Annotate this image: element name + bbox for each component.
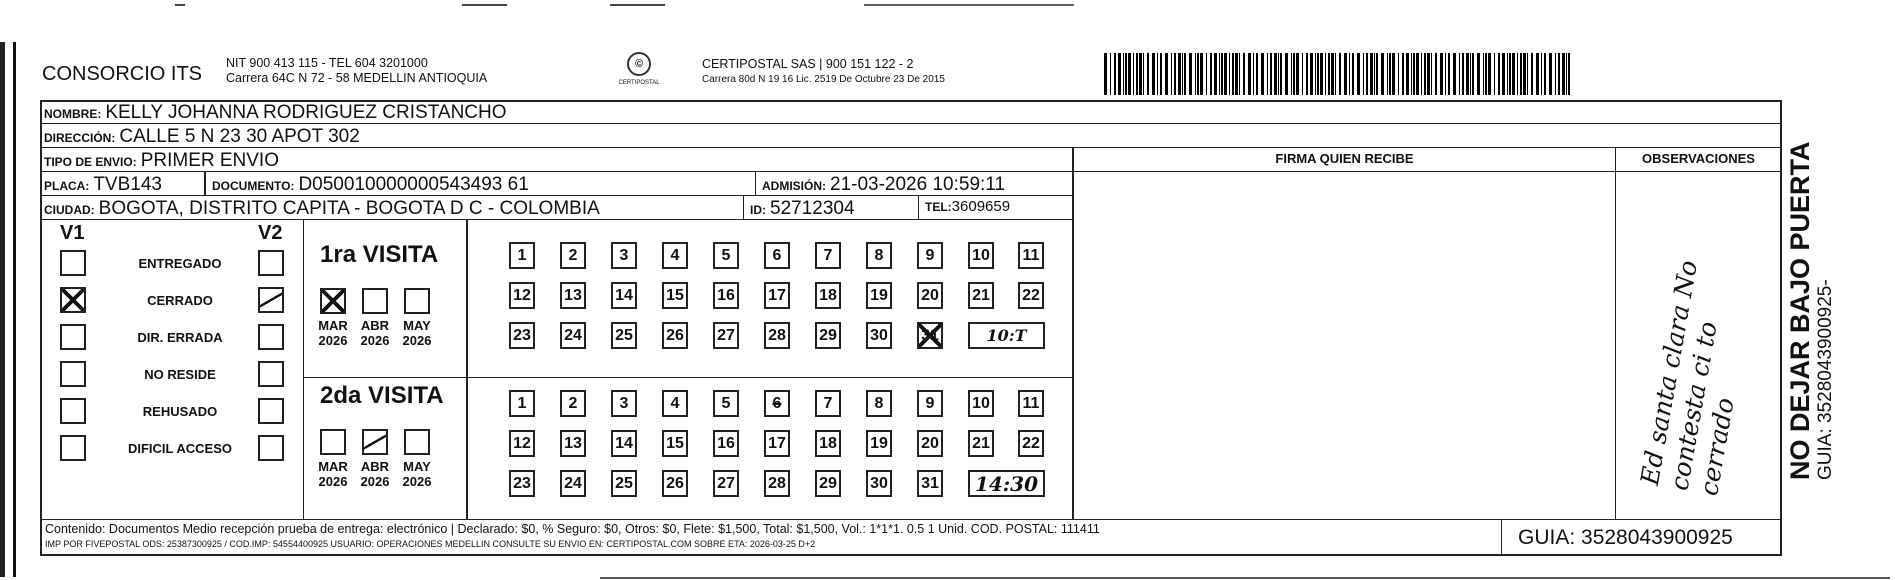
barcode-bar (1498, 53, 1500, 95)
barcode-bar (1302, 53, 1303, 95)
day-box[interactable]: 14 (611, 282, 637, 309)
month-year: 2026 (402, 333, 432, 348)
barcode-bar (1291, 53, 1292, 95)
barcode-bar (1310, 53, 1313, 95)
month-checkbox[interactable] (404, 429, 430, 455)
logo-icon: © (627, 52, 651, 76)
footer-content (40, 520, 1502, 556)
footer-line1: Contenido: Documentos Medio recepción prueba de entrega: electrónico | Declarado: $0, % Seguro: $0, Otros: $0, Flete: $1,500, Total: $1,500, Vol.: 1*1*1. 0.5 1 Unid. COD. POSTAL: 111411 (45, 522, 1100, 536)
day-box[interactable]: 22 (1018, 282, 1044, 309)
v2-checkbox[interactable] (258, 250, 284, 276)
barcode-bar (1261, 53, 1264, 95)
barcode-bar (1253, 53, 1254, 95)
day-box[interactable]: 15 (662, 282, 688, 309)
month-checkbox[interactable] (404, 288, 430, 314)
barcode-bar (1416, 53, 1419, 95)
day-box[interactable]: 9 (917, 390, 943, 417)
barcode-bar (1472, 53, 1474, 95)
barcode-bar (1555, 53, 1556, 95)
footer-guia: GUIA: 3528043900925 (1518, 526, 1733, 549)
id-cell (744, 196, 919, 220)
barcode-bar (1152, 53, 1155, 95)
barcode-bar (1477, 53, 1480, 95)
day-box[interactable]: 11 (1018, 242, 1044, 269)
bottom-scan-line (600, 577, 1890, 579)
barcode-bar (1160, 53, 1162, 95)
company-nit: NIT 900 413 115 - TEL 604 3201000 (226, 56, 428, 70)
barcode-bar (1357, 53, 1360, 95)
observaciones-header: OBSERVACIONES (1616, 148, 1782, 172)
barcode-bar (1431, 53, 1432, 95)
barcode-bar (1512, 53, 1515, 95)
month-year: 2026 (318, 474, 348, 489)
barcode-bar (1523, 53, 1526, 95)
barcode-bar (1536, 53, 1539, 95)
barcode-bar (1387, 53, 1388, 95)
documento-value: D050010000000543493 61 (298, 174, 529, 195)
barcode-bar (1195, 53, 1196, 95)
firma-area (1073, 172, 1616, 520)
barcode-bar (1566, 53, 1567, 95)
footer-line2: IMP POR FIVEPOSTAL ODS: 25387300925 / COD.IMP: 54554400925 USUARIO: OPERACIONES MEDELLIN CONSULTE SU ENVIO EN: CERTIPOSTAL.COM SOBRE ETA: 2026-03-25 D+2 (45, 539, 816, 549)
barcode-bar (1398, 53, 1399, 95)
v2-checkbox[interactable] (258, 287, 284, 313)
barcode-bar (1549, 53, 1552, 95)
placa-value: TVB143 (93, 174, 162, 195)
barcode-bar (1315, 53, 1316, 95)
documento-label: DOCUMENTO: (212, 179, 295, 193)
direccion-row (40, 124, 1782, 148)
day-box[interactable]: 18 (815, 282, 841, 309)
day-box[interactable]: 28 (764, 470, 790, 497)
barcode-bar (1435, 53, 1437, 95)
barcode-bar (1335, 53, 1336, 95)
time-box: 10:T (968, 322, 1045, 349)
day-box[interactable]: 27 (713, 470, 739, 497)
day-box[interactable]: 17 (764, 430, 790, 457)
v1-checkbox[interactable] (60, 287, 86, 313)
day-box[interactable]: 30 (866, 322, 892, 349)
day-box[interactable]: 4 (662, 242, 688, 269)
barcode-bar (1157, 53, 1158, 95)
day-box[interactable]: 13 (560, 282, 586, 309)
observaciones-area (1616, 172, 1782, 520)
day-box[interactable]: 8 (866, 390, 892, 417)
nombre-label: NOMBRE: (44, 107, 102, 121)
barcode-bar (1285, 53, 1288, 95)
barcode-bar (1363, 53, 1364, 95)
day-box[interactable]: 3 (611, 390, 637, 417)
status-option-label: REHUSADO (142, 404, 218, 419)
barcode-bar (1184, 53, 1186, 95)
barcode-bar (1143, 53, 1144, 95)
day-box[interactable]: 1 (509, 390, 535, 417)
barcode-bar (1221, 53, 1223, 95)
day-box[interactable]: 4 (662, 390, 688, 417)
month-label: MAR (318, 318, 348, 333)
barcode-bar (1331, 53, 1334, 95)
left-border (13, 42, 16, 577)
day-box[interactable]: 27 (713, 322, 739, 349)
day-box[interactable]: 23 (509, 470, 535, 497)
day-box[interactable]: 31 (917, 470, 943, 497)
status-option-label: ENTREGADO (138, 256, 222, 271)
day-box[interactable]: 2 (560, 242, 586, 269)
v1-checkbox[interactable] (60, 250, 86, 276)
barcode-bar (1219, 53, 1220, 95)
barcode-bar (1413, 53, 1415, 95)
barcode-bar (1243, 53, 1245, 95)
barcode-bar (1485, 53, 1487, 95)
side-label (1785, 141, 1836, 480)
barcode-bar (1317, 53, 1319, 95)
day-box[interactable]: 25 (611, 322, 637, 349)
direccion-value: CALLE 5 N 23 30 APOT 302 (119, 126, 360, 147)
status-option-label: NO RESIDE (144, 367, 216, 382)
day-box[interactable]: 10 (968, 390, 994, 417)
documento-cell (205, 172, 756, 196)
scan-artifact (864, 4, 1074, 6)
day-box[interactable]: 6 (764, 390, 790, 417)
barcode-bar (1248, 53, 1251, 95)
barcode-bar (1229, 53, 1230, 95)
day-box[interactable]: 1 (509, 242, 535, 269)
day-box[interactable]: 28 (764, 322, 790, 349)
direccion-label: DIRECCIÓN: (44, 131, 116, 145)
v1-heading: V1 (60, 222, 85, 244)
time-box: 14:30 (968, 470, 1045, 497)
barcode-bar (1392, 53, 1395, 95)
barcode-bar (1210, 53, 1212, 95)
day-box[interactable]: 24 (560, 322, 586, 349)
barcode-bar (1104, 53, 1107, 95)
scan-artifact (462, 4, 507, 6)
carrier-info (702, 57, 945, 87)
barcode-bar (1448, 53, 1450, 95)
barcode-bar (1270, 53, 1272, 95)
scan-artifact (610, 4, 665, 6)
month-label: ABR (360, 318, 390, 333)
barcode-bar (1114, 53, 1116, 95)
admision-value: 21-03-2026 10:59:11 (830, 174, 1006, 195)
barcode-bar (1411, 53, 1412, 95)
status-option-label: CERRADO (147, 293, 213, 308)
barcode-bar (1445, 53, 1446, 95)
observation-handwriting: Ed santa clara No contesta ci to cerrado (1634, 258, 1740, 498)
company-address: Carrera 64C N 72 - 58 MEDELLIN ANTIOQUIA (226, 71, 488, 85)
day-box[interactable]: 22 (1018, 430, 1044, 457)
barcode-bar (1453, 53, 1456, 95)
barcode-bar (1325, 53, 1326, 95)
barcode-bar (1125, 53, 1127, 95)
day-box[interactable]: 24 (560, 470, 586, 497)
scan-artifact (175, 4, 185, 6)
barcode-bar (1520, 53, 1522, 95)
day-box[interactable]: 19 (866, 282, 892, 309)
side-title: NO DEJAR BAJO PUERTA (1785, 141, 1815, 480)
month-year: 2026 (360, 333, 390, 348)
barcode-bar (1206, 53, 1207, 95)
day-box[interactable]: 12 (509, 430, 535, 457)
barcode-bar (1370, 53, 1373, 95)
day-box[interactable]: 5 (713, 390, 739, 417)
barcode-bar (1278, 53, 1279, 95)
day-box[interactable]: 8 (866, 242, 892, 269)
barcode-bar (1123, 53, 1124, 95)
v1-checkbox[interactable] (60, 361, 86, 387)
barcode-bar (1280, 53, 1282, 95)
day-box[interactable]: 30 (866, 470, 892, 497)
carrier-license: Carrera 80d N 19 16 Lic. 2519 De Octubre 23 De 2015 (702, 74, 945, 85)
barcode-bar (1466, 53, 1469, 95)
company-info (226, 56, 487, 86)
day-box[interactable]: 21 (968, 430, 994, 457)
admision-cell (756, 172, 1073, 196)
v1-checkbox[interactable] (60, 435, 86, 461)
tel-label: TEL: (925, 200, 952, 214)
placa-label: PLACA: (44, 179, 90, 193)
tipo-value: PRIMER ENVIO (140, 150, 279, 171)
barcode-bar (1494, 53, 1495, 95)
day-box[interactable]: 13 (560, 430, 586, 457)
barcode-bar (1274, 53, 1277, 95)
side-guia: GUIA: 3528043900925- (1815, 279, 1836, 480)
barcode-bar (1256, 53, 1258, 95)
barcode-bar (1406, 53, 1409, 95)
barcode-bar (1366, 53, 1368, 95)
tel-cell (919, 196, 1073, 220)
month-label: MAR (318, 459, 348, 474)
day-box[interactable]: 10 (968, 242, 994, 269)
month-year: 2026 (318, 333, 348, 348)
v2-checkbox[interactable] (258, 324, 284, 350)
certipostal-logo (614, 52, 664, 86)
barcode-bar (1293, 53, 1295, 95)
month-checkbox[interactable] (362, 288, 388, 314)
barcode-bar (1462, 53, 1464, 95)
company-name: CONSORCIO ITS (42, 63, 203, 85)
barcode-bar (1344, 53, 1347, 95)
barcode-bar (1165, 53, 1168, 95)
day-box[interactable]: 6 (764, 242, 790, 269)
day-box[interactable]: 18 (815, 430, 841, 457)
marked-day-box: 31 (917, 322, 943, 349)
barcode-bar (1189, 53, 1192, 95)
day-box[interactable]: 2 (560, 390, 586, 417)
barcode (1104, 53, 1574, 95)
month-label: MAY (403, 459, 431, 474)
barcode-bar (1459, 53, 1460, 95)
status-option-label: DIFICIL ACCESO (127, 441, 232, 456)
month-label: ABR (360, 459, 390, 474)
v2-heading: V2 (258, 222, 283, 244)
day-box[interactable]: 15 (662, 430, 688, 457)
nombre-value: KELLY JOHANNA RODRIGUEZ CRISTANCHO (105, 102, 507, 123)
month-year: 2026 (402, 474, 432, 489)
barcode-bar (1178, 53, 1181, 95)
barcode-bar (1483, 53, 1484, 95)
barcode-bar (1531, 53, 1533, 95)
barcode-bar (1374, 53, 1375, 95)
barcode-bar (1320, 53, 1323, 95)
ciudad-label: CIUDAD: (44, 203, 95, 217)
status-option-label: DIR. ERRADA (137, 330, 223, 345)
admision-label: ADMISIÓN: (762, 179, 826, 193)
carrier-nit: CERTIPOSTAL SAS | 900 151 122 - 2 (702, 57, 914, 71)
barcode-bar (1136, 53, 1138, 95)
day-box[interactable]: 25 (611, 470, 637, 497)
barcode-bar (1349, 53, 1350, 95)
id-value: 52712304 (770, 198, 855, 219)
day-box[interactable]: 20 (917, 282, 943, 309)
barcode-bar (1389, 53, 1391, 95)
ciudad-value: BOGOTA, DISTRITO CAPITA - BOGOTA D C - COLOMBIA (98, 198, 600, 219)
day-box[interactable]: 21 (968, 282, 994, 309)
day-box[interactable]: 11 (1018, 390, 1044, 417)
barcode-bar (1197, 53, 1199, 95)
barcode-bar (1421, 53, 1422, 95)
day-box[interactable]: 16 (713, 430, 739, 457)
day-box[interactable]: 16 (713, 282, 739, 309)
barcode-bar (1182, 53, 1183, 95)
v2-checkbox[interactable] (258, 435, 284, 461)
barcode-bar (1110, 53, 1111, 95)
day-box[interactable]: 26 (662, 470, 688, 497)
day-box[interactable]: 7 (815, 242, 841, 269)
firma-header: FIRMA QUIEN RECIBE (1073, 148, 1616, 172)
barcode-bar (1118, 53, 1121, 95)
day-box[interactable]: 3 (611, 242, 637, 269)
barcode-bar (1147, 53, 1149, 95)
day-box[interactable]: 9 (917, 242, 943, 269)
barcode-bar (1174, 53, 1176, 95)
ciudad-cell (40, 196, 744, 220)
v1-checkbox[interactable] (60, 398, 86, 424)
barcode-bar (1488, 53, 1491, 95)
day-box[interactable]: 12 (509, 282, 535, 309)
nombre-row (40, 100, 1782, 124)
barcode-bar (1507, 53, 1508, 95)
logo-caption: CERTIPOSTAL (618, 80, 660, 86)
month-checkbox[interactable] (362, 429, 388, 455)
month-label: MAY (403, 318, 431, 333)
month-checkbox[interactable] (320, 429, 346, 455)
visit1-title: 1ra VISITA (320, 241, 439, 268)
barcode-bar (1527, 53, 1528, 95)
day-box[interactable]: 14 (611, 430, 637, 457)
day-box[interactable]: 23 (509, 322, 535, 349)
barcode-bar (1502, 53, 1505, 95)
barcode-bar (1267, 53, 1268, 95)
barcode-bar (1352, 53, 1354, 95)
barcode-bar (1558, 53, 1560, 95)
barcode-bar (1568, 53, 1570, 95)
barcode-bar (1517, 53, 1518, 95)
barcode-bar (1224, 53, 1227, 95)
month-checkbox[interactable] (320, 288, 346, 314)
day-box[interactable]: 17 (764, 282, 790, 309)
day-box[interactable]: 20 (917, 430, 943, 457)
id-label: ID: (750, 203, 766, 217)
day-box[interactable]: 29 (815, 322, 841, 349)
scan-edge (0, 42, 5, 577)
placa-cell (40, 172, 205, 196)
barcode-bar (1200, 53, 1203, 95)
visit2-title: 2da VISITA (320, 382, 444, 409)
barcode-bar (1232, 53, 1234, 95)
day-box[interactable]: 19 (866, 430, 892, 457)
barcode-bar (1171, 53, 1172, 95)
barcode-bar (1562, 53, 1565, 95)
barcode-bar (1427, 53, 1430, 95)
barcode-bar (1339, 53, 1341, 95)
barcode-bar (1424, 53, 1426, 95)
day-box[interactable]: 26 (662, 322, 688, 349)
barcode-bar (1214, 53, 1217, 95)
barcode-bar (1541, 53, 1542, 95)
barcode-bar (1544, 53, 1546, 95)
tipo-row (40, 148, 1073, 172)
barcode-bar (1381, 53, 1384, 95)
barcode-bar (1235, 53, 1238, 95)
barcode-bar (1470, 53, 1471, 95)
barcode-bar (1296, 53, 1299, 95)
day-box[interactable]: 7 (815, 390, 841, 417)
tel-value: 3609659 (951, 198, 1011, 215)
barcode-bar (1139, 53, 1142, 95)
v2-checkbox[interactable] (258, 398, 284, 424)
v1-checkbox[interactable] (60, 324, 86, 350)
barcode-bar (1509, 53, 1511, 95)
day-box[interactable]: 5 (713, 242, 739, 269)
month-year: 2026 (360, 474, 390, 489)
tipo-label: TIPO DE ENVIO: (44, 155, 137, 169)
barcode-bar (1328, 53, 1330, 95)
barcode-bar (1440, 53, 1443, 95)
day-box[interactable]: 29 (815, 470, 841, 497)
barcode-bar (1133, 53, 1134, 95)
barcode-bar (1239, 53, 1240, 95)
barcode-bar (1128, 53, 1131, 95)
v2-checkbox[interactable] (258, 361, 284, 387)
barcode-bar (1376, 53, 1378, 95)
barcode-bar (1306, 53, 1308, 95)
barcode-bar (1402, 53, 1404, 95)
